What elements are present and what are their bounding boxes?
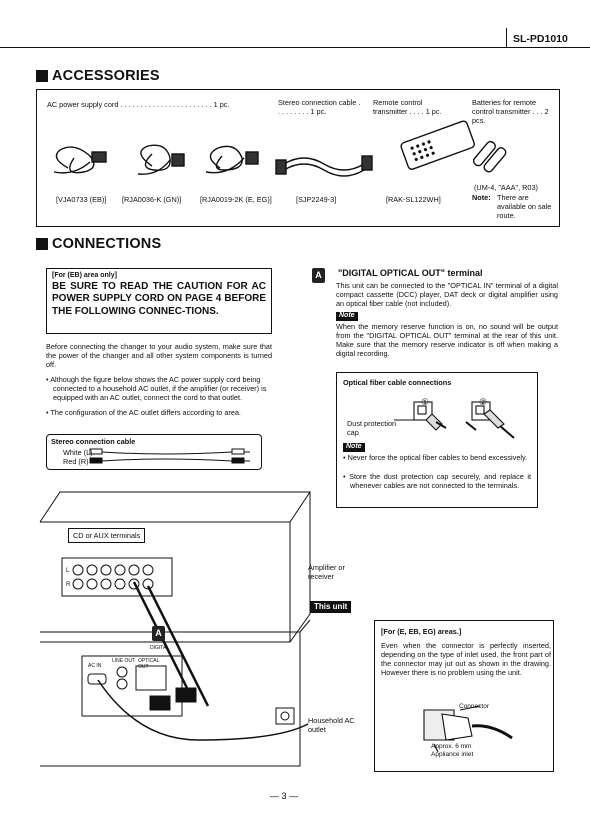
bullet-item: • The configuration of the AC outlet differs according to area. [46, 408, 241, 417]
fiber-note-1: • Never force the optical fiber cables to bend excessively. [343, 453, 528, 462]
optical-out-label: OPTICAL OUT [138, 658, 160, 671]
step-2-label: ② [479, 397, 488, 407]
white-l-label: White (L) [63, 448, 93, 457]
connector-label: Connector [459, 703, 489, 710]
note-tag: Note [343, 443, 365, 452]
l-label: L [66, 568, 70, 574]
approx-label: Approx. 6 mm [431, 743, 472, 750]
stereo-cable-title: Stereo connection cable [51, 437, 136, 446]
connections-heading-text: CONNECTIONS [52, 236, 162, 252]
fiber-note-2: • Store the dust protection cap securely, and replace it whenever cables are not connected to the terminals. [343, 472, 531, 491]
battery-note-label: Note: [472, 193, 491, 202]
part-vja0733: [VJA0733 (EB)] [56, 195, 107, 204]
optical-note: When the memory reserve function is on, no sound will be output from the "DIGITAL OPTICAL OUT" terminal at the rear of this unit. Make sure that the memory reserve indicator is off when making a digital recording. [336, 322, 558, 359]
marker-a-icon: A [152, 626, 165, 641]
note-tag: Note [336, 312, 358, 321]
accessory-ac-cord: AC power supply cord . . . . . . . . . . . . . . . . . . . . . . . 1 pc. [47, 100, 230, 109]
part-battery-type: (UM-4, "AAA", R03) [474, 183, 538, 192]
area-label: [For (EB) area only] [52, 272, 117, 279]
step-1-label: ① [421, 397, 430, 407]
part-rak-sl122wh: [RAK-SL122WH] [386, 195, 441, 204]
accessories-heading [36, 67, 160, 85]
this-unit-label: This unit [310, 601, 351, 613]
optical-body: This unit can be connected to the "OPTICAL IN" terminal of a digital compact cassette (DCC) player, DAT deck or digital amplifier using an optical fiber cable (not included). [336, 281, 558, 309]
marker-a-icon: A [312, 268, 325, 283]
red-r-label: Red (R) [63, 457, 89, 466]
part-sjp2249: [SJP2249-3] [296, 195, 337, 204]
model-number: SL-PD1010 [506, 28, 590, 48]
accessories-heading-text: ACCESSORIES [52, 68, 160, 84]
accessory-remote: Remote control transmitter . . . . 1 pc. [373, 98, 442, 117]
fiber-title: Optical fiber cable connections [343, 378, 452, 387]
cd-aux-label: CD or AUX terminals [68, 528, 145, 543]
stereo-cable-illustration [88, 448, 258, 468]
header-rule [0, 47, 506, 48]
accessory-batteries: Batteries for remote control transmitter . . . 2 pcs. [472, 98, 549, 126]
accessory-stereo-cable: Stereo connection cable . . . . . . . . . 1 pc. [278, 98, 361, 117]
ac-in-label: AC IN [88, 663, 102, 669]
heading-square-icon [36, 238, 48, 250]
amplifier-label: Amplifier or receiver [308, 563, 345, 582]
battery-note: There are available on sale route. [497, 193, 552, 221]
caution-box [46, 268, 272, 334]
fiber-box [336, 372, 538, 508]
part-rja0019: [RJA0019-2K (E, EG)] [200, 195, 272, 204]
inlet-label: Appliance inlet [431, 751, 474, 758]
household-outlet-label: Household AC outlet [308, 716, 355, 735]
page-number: — 3 — [270, 791, 299, 801]
dust-cap-label: Dust protection cap [347, 419, 397, 438]
bullet-item: • Although the figure below shows the AC power supply cord being connected to a household AC outlet, if the amplifier (or receiver) is equipped with an AC outlet, connect the cord to that outlet. [46, 375, 267, 403]
fiber-connection-illustration [400, 400, 530, 440]
connections-heading [36, 235, 161, 253]
intro-text: Before connecting the changer to your audio system, make sure that the power of the changer and all other system components is turned off. [46, 342, 272, 370]
connection-diagram [40, 482, 340, 782]
r-label: R [66, 582, 71, 588]
part-rja0036: [RJA0036-K (GN)] [122, 195, 182, 204]
connector-illustration [420, 704, 530, 756]
areas-body: Even when the connector is perfectly inserted, depending on the type of inlet used, the front part of the connector may jut out as shown in the drawing. However there is no problem using the unit. [381, 641, 551, 678]
optical-title: "DIGITAL OPTICAL OUT" terminal [338, 268, 483, 278]
line-out-label: LINE OUT [112, 658, 136, 664]
caution-warning: BE SURE TO READ THE CAUTION FOR AC POWER SUPPLY CORD ON PAGE 4 BEFORE THE FOLLOWING CONNEC-TIONS. [52, 280, 266, 317]
heading-square-icon [36, 70, 48, 82]
digital-label: DIGITAL [150, 645, 170, 651]
areas-title: [For (E, EB, EG) areas.] [381, 627, 462, 636]
